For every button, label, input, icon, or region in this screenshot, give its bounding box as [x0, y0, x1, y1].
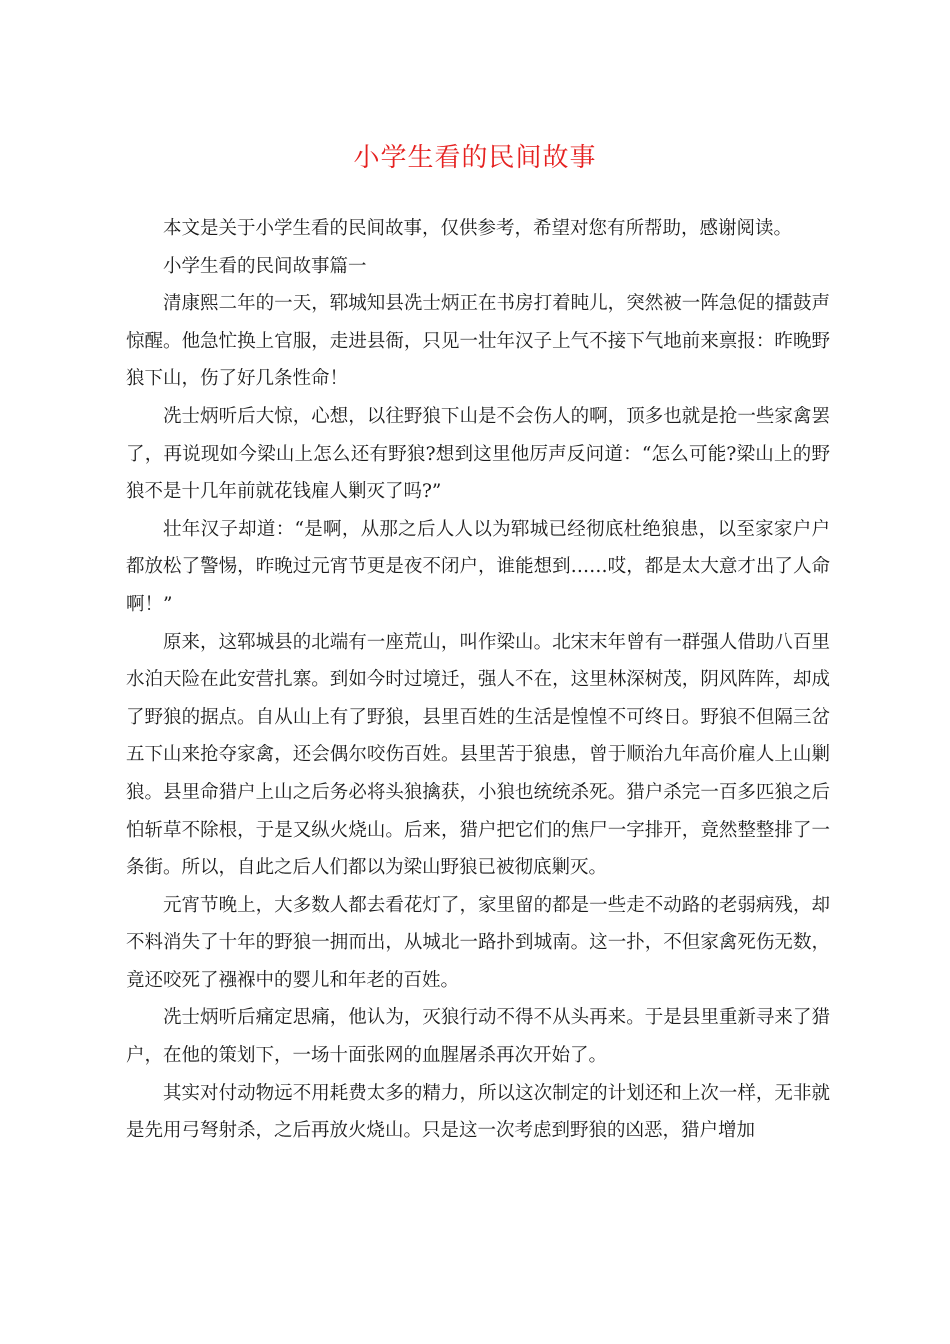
story-paragraph: 冼士炳听后痛定思痛，他认为，灭狼行动不得不从头再来。于是县里重新寻来了猎户，在他的策划下，一场十面张网的血腥屠杀再次开始了。 [126, 1007, 830, 1067]
story-paragraph: 元宵节晚上，大多数人都去看花灯了，家里留的都是一些走不动路的老弱病残，却不料消失了十年的野狼一拥而出，从城北一路扑到城南。这一扑，不但家禽死伤无数，竟还咬死了襁褓中的婴儿和年老的百姓。 [126, 894, 830, 991]
story-paragraph: 冼士炳听后大惊，心想，以往野狼下山是不会伤人的啊，顶多也就是抢一些家禽罢了，再说现如今梁山上怎么还有野狼?想到这里他厉声反问道：“怎么可能?梁山上的野狼不是十几年前就花钱雇人剿灭了吗?” [126, 405, 830, 503]
document-title: 小学生看的民间故事 [353, 143, 597, 173]
story-paragraph: 原来，这郓城县的北端有一座荒山，叫作梁山。北宋末年曾有一群强人借助八百里水泊天险在此安营扎寨。到如今时过境迁，强人不在，这里林深树茂，阴风阵阵，却成了野狼的据点。自从山上有了野狼，县里百姓的生活是惶惶不可终日。野狼不但隔三岔五下山来抢夺家禽，还会偶尔咬伤百姓。县里苦于狼患，曾于顺治九年高价雇人上山剿狼。县里命猎户上山之后务必将头狼擒获，小狼也统统杀死。猎户杀完一百多匹狼之后怕斩草不除根，于是又纵火烧山。后来，猎户把它们的焦尸一字排开，竟然整整排了一条街。所以，自此之后人们都以为梁山野狼已被彻底剿灭。 [126, 631, 830, 879]
story-paragraph: 壮年汉子却道：“是啊，从那之后人人以为郓城已经彻底杜绝狼患，以至家家户户都放松了警惕，昨晚过元宵节更是夜不闭户，谁能想到……哎，都是太大意才出了人命啊！” [126, 518, 830, 615]
story-paragraph: 其实对付动物远不用耗费太多的精力，所以这次制定的计划还和上次一样，无非就是先用弓弩射杀，之后再放火烧山。只是这一次考虑到野狼的凶恶，猎户增加 [126, 1082, 830, 1142]
intro-paragraph: 本文是关于小学生看的民间故事，仅供参考，希望对您有所帮助，感谢阅读。 [163, 218, 793, 239]
story-paragraph: 清康熙二年的一天，郓城知县冼士炳正在书房打着盹儿，突然被一阵急促的擂鼓声惊醒。他急忙换上官服，走进县衙，只见一壮年汉子上气不接下气地前来禀报：昨晚野狼下山，伤了好几条性命！ [126, 293, 830, 390]
section-heading: 小学生看的民间故事篇一 [163, 255, 367, 277]
document-body [126, 210, 830, 1150]
